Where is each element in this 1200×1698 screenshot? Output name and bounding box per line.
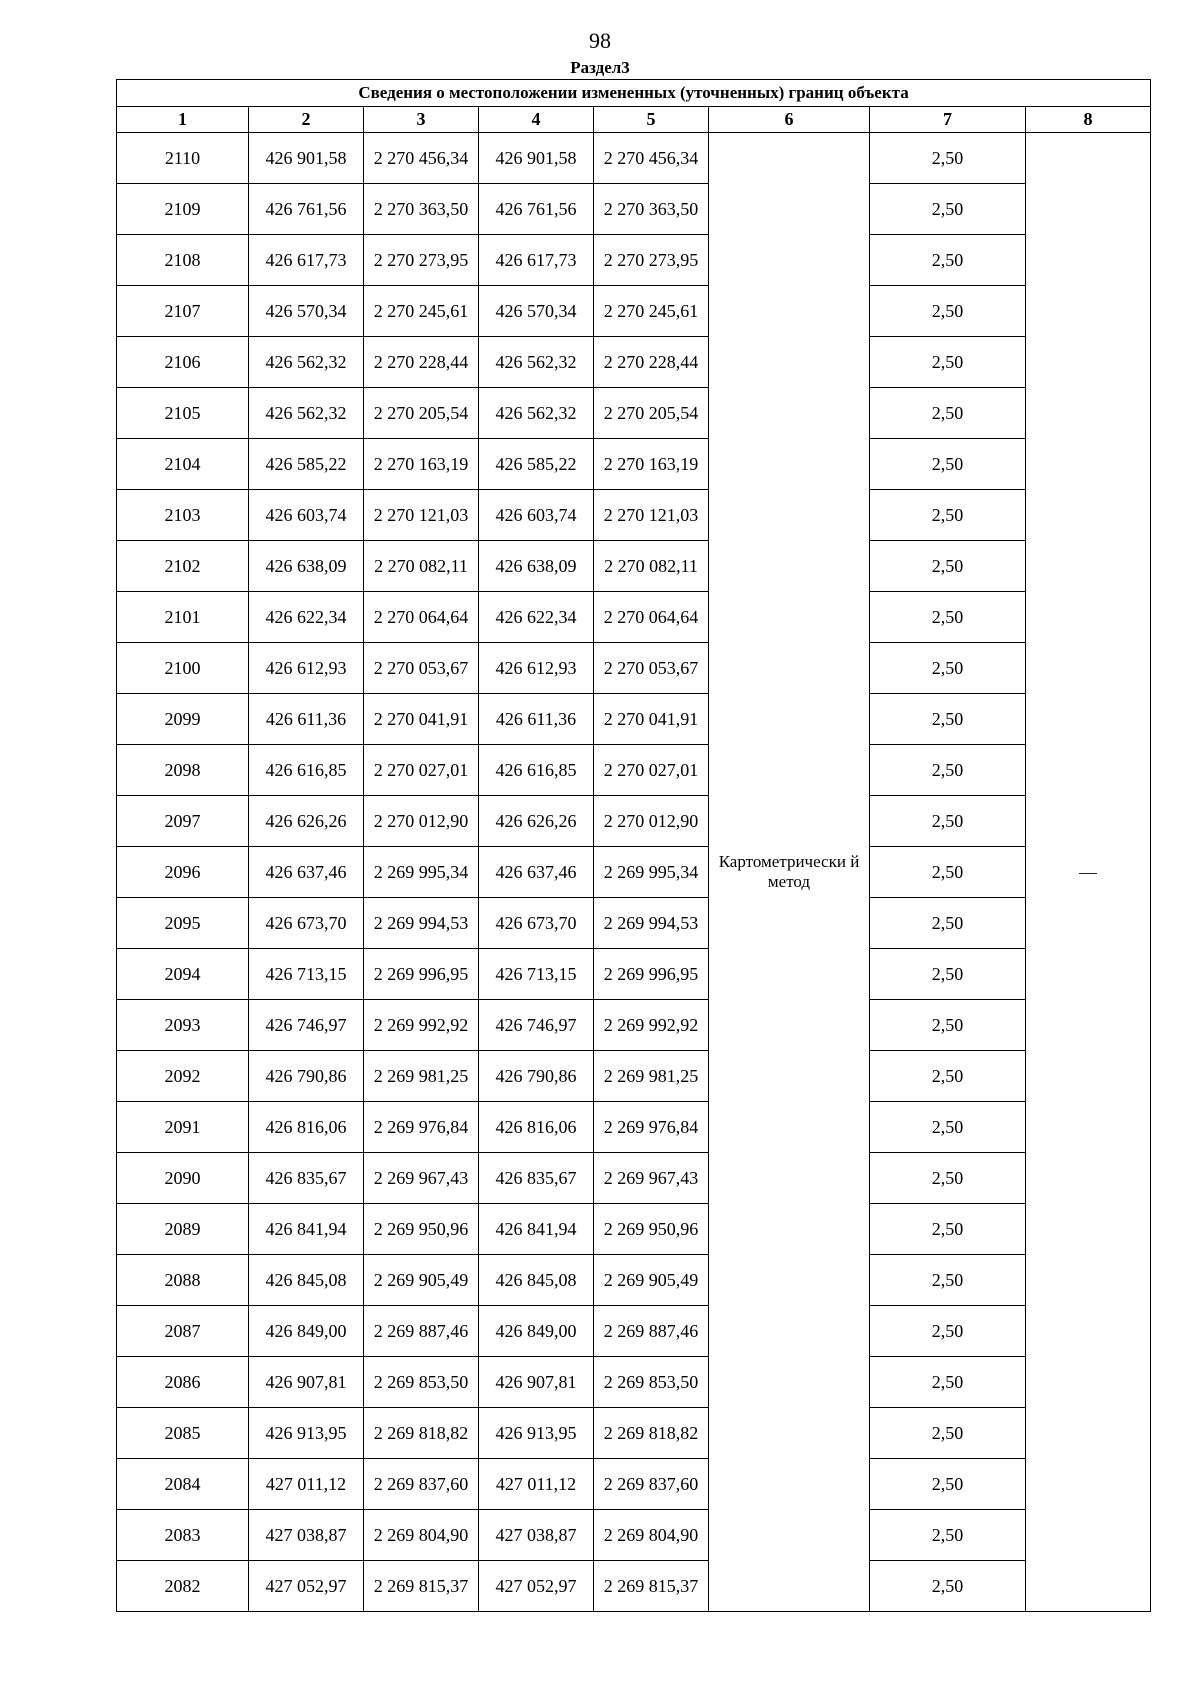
- x-old-cell: 426 816,06: [249, 1102, 364, 1153]
- y-old-cell: 2 269 950,96: [364, 1204, 479, 1255]
- y-new-cell: 2 269 905,49: [594, 1255, 709, 1306]
- accuracy-cell: 2,50: [870, 1153, 1026, 1204]
- y-old-cell: 2 270 363,50: [364, 184, 479, 235]
- y-old-cell: 2 269 981,25: [364, 1051, 479, 1102]
- x-new-cell: 426 622,34: [479, 592, 594, 643]
- x-old-cell: 426 673,70: [249, 898, 364, 949]
- accuracy-cell: 2,50: [870, 694, 1026, 745]
- y-new-cell: 2 269 818,82: [594, 1408, 709, 1459]
- point-number-cell: 2095: [117, 898, 249, 949]
- y-old-cell: 2 270 456,34: [364, 133, 479, 184]
- y-new-cell: 2 270 041,91: [594, 694, 709, 745]
- x-new-cell: 426 638,09: [479, 541, 594, 592]
- table-row: [117, 847, 1151, 898]
- table-row: [117, 592, 1151, 643]
- point-number-cell: 2094: [117, 949, 249, 1000]
- accuracy-cell: 2,50: [870, 898, 1026, 949]
- x-new-cell: 426 835,67: [479, 1153, 594, 1204]
- y-new-cell: 2 269 950,96: [594, 1204, 709, 1255]
- y-old-cell: 2 270 245,61: [364, 286, 479, 337]
- point-number-cell: 2096: [117, 847, 249, 898]
- table-row: [117, 1561, 1151, 1612]
- column-number: 4: [479, 107, 594, 133]
- x-new-cell: 426 901,58: [479, 133, 594, 184]
- x-old-cell: 426 907,81: [249, 1357, 364, 1408]
- x-old-cell: 426 622,34: [249, 592, 364, 643]
- y-new-cell: 2 270 012,90: [594, 796, 709, 847]
- column-number: 3: [364, 107, 479, 133]
- y-old-cell: 2 269 804,90: [364, 1510, 479, 1561]
- accuracy-cell: 2,50: [870, 1204, 1026, 1255]
- y-new-cell: 2 269 804,90: [594, 1510, 709, 1561]
- table-row: [117, 1306, 1151, 1357]
- accuracy-cell: 2,50: [870, 184, 1026, 235]
- y-new-cell: 2 270 027,01: [594, 745, 709, 796]
- accuracy-cell: 2,50: [870, 1357, 1026, 1408]
- accuracy-cell: 2,50: [870, 388, 1026, 439]
- point-number-cell: 2110: [117, 133, 249, 184]
- y-old-cell: 2 270 273,95: [364, 235, 479, 286]
- accuracy-cell: 2,50: [870, 1051, 1026, 1102]
- y-new-cell: 2 270 228,44: [594, 337, 709, 388]
- x-old-cell: 426 603,74: [249, 490, 364, 541]
- y-new-cell: 2 269 996,95: [594, 949, 709, 1000]
- point-number-cell: 2083: [117, 1510, 249, 1561]
- y-new-cell: 2 270 245,61: [594, 286, 709, 337]
- accuracy-cell: 2,50: [870, 949, 1026, 1000]
- table-row: [117, 1000, 1151, 1051]
- y-new-cell: 2 269 815,37: [594, 1561, 709, 1612]
- accuracy-cell: 2,50: [870, 337, 1026, 388]
- x-new-cell: 426 673,70: [479, 898, 594, 949]
- table-row: [117, 949, 1151, 1000]
- x-new-cell: 426 746,97: [479, 1000, 594, 1051]
- x-new-cell: 426 562,32: [479, 388, 594, 439]
- x-old-cell: 426 790,86: [249, 1051, 364, 1102]
- x-old-cell: 426 849,00: [249, 1306, 364, 1357]
- y-new-cell: 2 270 053,67: [594, 643, 709, 694]
- table-row: [117, 541, 1151, 592]
- column-8-cell: —: [1026, 133, 1151, 1612]
- x-old-cell: 426 562,32: [249, 388, 364, 439]
- column-number: 2: [249, 107, 364, 133]
- point-number-cell: 2088: [117, 1255, 249, 1306]
- accuracy-cell: 2,50: [870, 235, 1026, 286]
- table-row: [117, 1459, 1151, 1510]
- point-number-cell: 2093: [117, 1000, 249, 1051]
- x-new-cell: 426 612,93: [479, 643, 594, 694]
- y-new-cell: 2 269 995,34: [594, 847, 709, 898]
- accuracy-cell: 2,50: [870, 541, 1026, 592]
- x-old-cell: 426 761,56: [249, 184, 364, 235]
- y-new-cell: 2 270 273,95: [594, 235, 709, 286]
- point-number-cell: 2084: [117, 1459, 249, 1510]
- y-old-cell: 2 269 815,37: [364, 1561, 479, 1612]
- x-new-cell: 427 011,12: [479, 1459, 594, 1510]
- point-number-cell: 2085: [117, 1408, 249, 1459]
- table-row: [117, 184, 1151, 235]
- table-row: [117, 1408, 1151, 1459]
- x-old-cell: 426 841,94: [249, 1204, 364, 1255]
- accuracy-cell: 2,50: [870, 796, 1026, 847]
- x-new-cell: 427 052,97: [479, 1561, 594, 1612]
- x-old-cell: 426 611,36: [249, 694, 364, 745]
- point-number-cell: 2089: [117, 1204, 249, 1255]
- point-number-cell: 2108: [117, 235, 249, 286]
- point-number-cell: 2097: [117, 796, 249, 847]
- y-old-cell: 2 269 818,82: [364, 1408, 479, 1459]
- x-new-cell: 426 603,74: [479, 490, 594, 541]
- y-old-cell: 2 270 082,11: [364, 541, 479, 592]
- point-number-cell: 2087: [117, 1306, 249, 1357]
- x-new-cell: 426 611,36: [479, 694, 594, 745]
- table-row: [117, 1255, 1151, 1306]
- accuracy-cell: 2,50: [870, 439, 1026, 490]
- column-number: 7: [870, 107, 1026, 133]
- x-old-cell: 426 913,95: [249, 1408, 364, 1459]
- point-number-cell: 2103: [117, 490, 249, 541]
- table-row: [117, 439, 1151, 490]
- accuracy-cell: 2,50: [870, 1306, 1026, 1357]
- table-row: [117, 694, 1151, 745]
- point-number-cell: 2102: [117, 541, 249, 592]
- y-old-cell: 2 270 041,91: [364, 694, 479, 745]
- table-row: [117, 1204, 1151, 1255]
- column-number: 6: [709, 107, 870, 133]
- y-old-cell: 2 270 053,67: [364, 643, 479, 694]
- y-new-cell: 2 270 121,03: [594, 490, 709, 541]
- x-new-cell: 426 637,46: [479, 847, 594, 898]
- x-new-cell: 426 713,15: [479, 949, 594, 1000]
- x-old-cell: 426 746,97: [249, 1000, 364, 1051]
- x-old-cell: 426 617,73: [249, 235, 364, 286]
- x-new-cell: 426 790,86: [479, 1051, 594, 1102]
- x-old-cell: 427 052,97: [249, 1561, 364, 1612]
- table-row: [117, 235, 1151, 286]
- x-old-cell: 426 638,09: [249, 541, 364, 592]
- y-old-cell: 2 270 163,19: [364, 439, 479, 490]
- accuracy-cell: 2,50: [870, 1561, 1026, 1612]
- accuracy-cell: 2,50: [870, 490, 1026, 541]
- point-number-cell: 2105: [117, 388, 249, 439]
- accuracy-cell: 2,50: [870, 1408, 1026, 1459]
- x-new-cell: 426 616,85: [479, 745, 594, 796]
- x-new-cell: 426 816,06: [479, 1102, 594, 1153]
- y-new-cell: 2 270 163,19: [594, 439, 709, 490]
- y-new-cell: 2 270 064,64: [594, 592, 709, 643]
- section-title: Раздел3: [570, 58, 630, 77]
- x-new-cell: 427 038,87: [479, 1510, 594, 1561]
- point-number-cell: 2101: [117, 592, 249, 643]
- method-cell: Картометрически й метод: [709, 133, 870, 1612]
- y-old-cell: 2 269 994,53: [364, 898, 479, 949]
- table-body: [117, 133, 1151, 1612]
- table-row: [117, 286, 1151, 337]
- x-old-cell: 426 626,26: [249, 796, 364, 847]
- y-old-cell: 2 269 967,43: [364, 1153, 479, 1204]
- table-row: [117, 1153, 1151, 1204]
- y-new-cell: 2 269 981,25: [594, 1051, 709, 1102]
- point-number-cell: 2098: [117, 745, 249, 796]
- table-row: [117, 490, 1151, 541]
- table-row: [117, 643, 1151, 694]
- y-old-cell: 2 269 996,95: [364, 949, 479, 1000]
- x-new-cell: 426 562,32: [479, 337, 594, 388]
- accuracy-cell: 2,50: [870, 1000, 1026, 1051]
- point-number-cell: 2107: [117, 286, 249, 337]
- y-new-cell: 2 269 853,50: [594, 1357, 709, 1408]
- accuracy-cell: 2,50: [870, 1255, 1026, 1306]
- y-old-cell: 2 269 853,50: [364, 1357, 479, 1408]
- x-old-cell: 426 845,08: [249, 1255, 364, 1306]
- point-number-cell: 2104: [117, 439, 249, 490]
- table-row: [117, 337, 1151, 388]
- accuracy-cell: 2,50: [870, 643, 1026, 694]
- y-old-cell: 2 269 837,60: [364, 1459, 479, 1510]
- table-row: [117, 745, 1151, 796]
- y-old-cell: 2 270 064,64: [364, 592, 479, 643]
- table-row: [117, 1051, 1151, 1102]
- x-old-cell: 426 713,15: [249, 949, 364, 1000]
- y-old-cell: 2 270 121,03: [364, 490, 479, 541]
- point-number-cell: 2099: [117, 694, 249, 745]
- accuracy-cell: 2,50: [870, 133, 1026, 184]
- point-number-cell: 2090: [117, 1153, 249, 1204]
- x-old-cell: 426 637,46: [249, 847, 364, 898]
- coordinates-table: [116, 79, 1151, 1612]
- y-new-cell: 2 269 994,53: [594, 898, 709, 949]
- x-old-cell: 426 570,34: [249, 286, 364, 337]
- x-new-cell: 426 845,08: [479, 1255, 594, 1306]
- table-row: [117, 1102, 1151, 1153]
- table-caption: Сведения о местоположении измененных (уточненных) границ объекта: [117, 80, 1151, 107]
- accuracy-cell: 2,50: [870, 286, 1026, 337]
- y-new-cell: 2 270 082,11: [594, 541, 709, 592]
- x-new-cell: 426 585,22: [479, 439, 594, 490]
- column-number-row: [117, 107, 1151, 133]
- y-old-cell: 2 269 995,34: [364, 847, 479, 898]
- y-old-cell: 2 269 887,46: [364, 1306, 479, 1357]
- point-number-cell: 2109: [117, 184, 249, 235]
- y-new-cell: 2 269 976,84: [594, 1102, 709, 1153]
- accuracy-cell: 2,50: [870, 592, 1026, 643]
- y-new-cell: 2 269 992,92: [594, 1000, 709, 1051]
- table-row: [117, 898, 1151, 949]
- y-old-cell: 2 270 228,44: [364, 337, 479, 388]
- accuracy-cell: 2,50: [870, 1459, 1026, 1510]
- column-number: 1: [117, 107, 249, 133]
- y-old-cell: 2 270 012,90: [364, 796, 479, 847]
- column-number: 8: [1026, 107, 1151, 133]
- x-old-cell: 427 038,87: [249, 1510, 364, 1561]
- accuracy-cell: 2,50: [870, 1102, 1026, 1153]
- x-old-cell: 426 562,32: [249, 337, 364, 388]
- x-new-cell: 426 841,94: [479, 1204, 594, 1255]
- y-new-cell: 2 269 887,46: [594, 1306, 709, 1357]
- accuracy-cell: 2,50: [870, 745, 1026, 796]
- x-new-cell: 426 570,34: [479, 286, 594, 337]
- point-number-cell: 2100: [117, 643, 249, 694]
- table-row: [117, 133, 1151, 184]
- x-old-cell: 426 585,22: [249, 439, 364, 490]
- accuracy-cell: 2,50: [870, 847, 1026, 898]
- table-row: [117, 796, 1151, 847]
- y-new-cell: 2 270 205,54: [594, 388, 709, 439]
- y-old-cell: 2 269 992,92: [364, 1000, 479, 1051]
- x-new-cell: 426 907,81: [479, 1357, 594, 1408]
- x-new-cell: 426 913,95: [479, 1408, 594, 1459]
- table-row: [117, 388, 1151, 439]
- x-new-cell: 426 849,00: [479, 1306, 594, 1357]
- point-number-cell: 2086: [117, 1357, 249, 1408]
- point-number-cell: 2091: [117, 1102, 249, 1153]
- x-old-cell: 427 011,12: [249, 1459, 364, 1510]
- x-old-cell: 426 612,93: [249, 643, 364, 694]
- x-old-cell: 426 901,58: [249, 133, 364, 184]
- x-old-cell: 426 616,85: [249, 745, 364, 796]
- point-number-cell: 2092: [117, 1051, 249, 1102]
- x-old-cell: 426 835,67: [249, 1153, 364, 1204]
- y-old-cell: 2 270 205,54: [364, 388, 479, 439]
- y-new-cell: 2 270 456,34: [594, 133, 709, 184]
- y-old-cell: 2 269 905,49: [364, 1255, 479, 1306]
- y-new-cell: 2 269 837,60: [594, 1459, 709, 1510]
- x-new-cell: 426 626,26: [479, 796, 594, 847]
- y-old-cell: 2 270 027,01: [364, 745, 479, 796]
- x-new-cell: 426 617,73: [479, 235, 594, 286]
- table-row: [117, 1510, 1151, 1561]
- accuracy-cell: 2,50: [870, 1510, 1026, 1561]
- point-number-cell: 2106: [117, 337, 249, 388]
- y-new-cell: 2 269 967,43: [594, 1153, 709, 1204]
- column-number: 5: [594, 107, 709, 133]
- y-old-cell: 2 269 976,84: [364, 1102, 479, 1153]
- x-new-cell: 426 761,56: [479, 184, 594, 235]
- point-number-cell: 2082: [117, 1561, 249, 1612]
- table-row: [117, 1357, 1151, 1408]
- y-new-cell: 2 270 363,50: [594, 184, 709, 235]
- page-number: 98: [589, 28, 611, 53]
